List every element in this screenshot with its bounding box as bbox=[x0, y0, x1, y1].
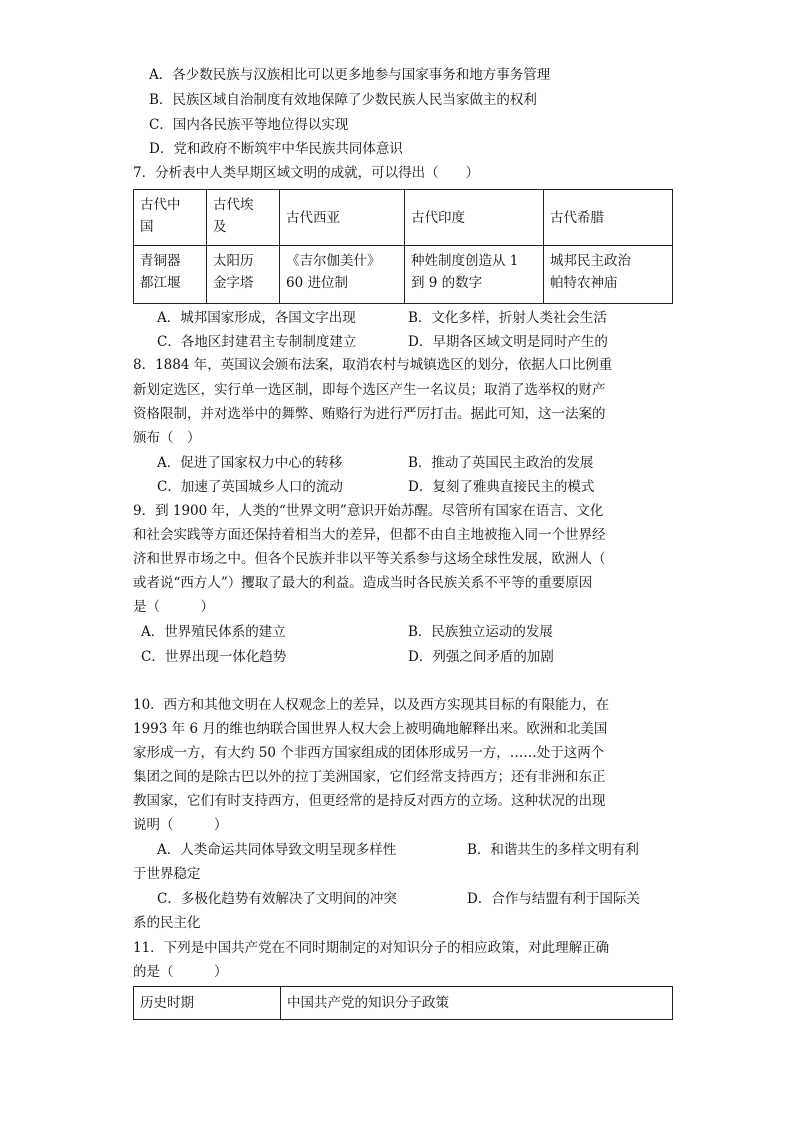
q10-option-c: C．多极化趋势有效解决了文明间的冲突 bbox=[157, 891, 397, 907]
q10-line-6: 说明（ ） bbox=[133, 817, 228, 833]
q11-table bbox=[133, 986, 673, 1020]
q8-line-4: 颁布（ ） bbox=[133, 430, 201, 446]
q7-stem: 7．分析表中人类早期区域文明的成就，可以得出（ ） bbox=[133, 165, 480, 181]
q7-option-c: C．各地区封建君主专制制度建立 bbox=[157, 334, 357, 350]
q7-header-egypt: 古代埃 及 bbox=[207, 190, 280, 246]
q7-option-d: D．早期各区域文明是同时产生的 bbox=[408, 334, 608, 350]
q7-cell-greece: 城邦民主政治 帕特农神庙 bbox=[544, 246, 673, 304]
q10-option-a: A．人类命运共同体导致文明呈现多样性 bbox=[157, 842, 397, 858]
q7-cell-india: 种姓制度创造从 1 到 9 的数字 bbox=[405, 246, 544, 304]
q7-header-india: 古代印度 bbox=[405, 190, 544, 246]
q10-option-d-cont: 系的民主化 bbox=[133, 915, 201, 931]
q6-option-c: C．国内各民族平等地位得以实现 bbox=[149, 117, 349, 133]
q8-line-3: 资格限制，并对选举中的舞弊、贿赂行为进行严厉打击。据此可知，这一法案的 bbox=[133, 406, 606, 422]
q10-option-b-cont: 于世界稳定 bbox=[133, 866, 201, 882]
q10-line-3: 家形成一方，有大约 50 个非西方国家组成的团体形成另一方，……处于这两个 bbox=[133, 745, 605, 761]
q9-option-c: C．世界出现一体化趋势 bbox=[141, 649, 287, 665]
q7-cell-china: 青铜器 都江堰 bbox=[134, 246, 207, 304]
q9-line-1: 9．到 1900 年，人类的“世界文明”意识开始苏醒。尽管所有国家在语言、文化 bbox=[133, 503, 604, 519]
q9-option-d: D．列强之间矛盾的加剧 bbox=[408, 649, 554, 665]
q6-option-a: A．各少数民族与汉族相比可以更多地参与国家事务和地方事务管理 bbox=[149, 67, 551, 83]
q9-option-b: B．民族独立运动的发展 bbox=[408, 624, 553, 640]
q7-header-china: 古代中 国 bbox=[134, 190, 207, 246]
q11-header-policy: 中国共产党的知识分子政策 bbox=[281, 987, 673, 1020]
q7-cell-west-asia: 《吉尔伽美什》 60 进位制 bbox=[280, 246, 405, 304]
q8-option-a: A．促进了国家权力中心的转移 bbox=[157, 455, 343, 471]
q7-option-b: B．文化多样，折射人类社会生活 bbox=[408, 310, 607, 326]
q9-line-4: 或者说“西方人”）攫取了最大的利益。造成当时各民族关系不平等的重要原因 bbox=[133, 575, 593, 591]
q7-cell-egypt: 太阳历 金字塔 bbox=[207, 246, 280, 304]
q9-line-2: 和社会实践等方面还保持着相当大的差异，但都不由自主地被拖入同一个世界经 bbox=[133, 527, 606, 543]
q8-option-d: D．复刻了雅典直接民主的模式 bbox=[408, 479, 595, 495]
q11-header-period: 历史时期 bbox=[134, 987, 281, 1020]
q8-option-c: C．加速了英国城乡人口的流动 bbox=[157, 479, 343, 495]
q6-option-b: B．民族区域自治制度有效地保障了少数民族人民当家做主的权利 bbox=[149, 92, 537, 108]
q9-line-5: 是（ ） bbox=[133, 599, 214, 615]
q6-option-d: D．党和政府不断筑牢中华民族共同体意识 bbox=[149, 141, 403, 157]
q10-line-1: 10．西方和其他文明在人权观念上的差异，以及西方实现其目标的有限能力，在 bbox=[133, 697, 610, 713]
q9-option-a: A．世界殖民体系的建立 bbox=[141, 624, 286, 640]
q7-header-greece: 古代希腊 bbox=[544, 190, 673, 246]
q7-header-west-asia: 古代西亚 bbox=[280, 190, 405, 246]
q7-option-a: A．城邦国家形成，各国文字出现 bbox=[157, 310, 356, 326]
q8-line-1: 8．1884 年，英国议会颁布法案，取消农村与城镇选区的划分，依据人口比例重 bbox=[133, 357, 613, 373]
q10-line-5: 教国家，它们有时支持西方，但更经常的是持反对西方的立场。这种状况的出现 bbox=[133, 793, 606, 809]
q10-option-d: D．合作与结盟有利于国际关 bbox=[467, 891, 640, 907]
q10-line-2: 1993 年 6 月的维也纳联合国世界人权大会上被明确地解释出来。欧洲和北美国 bbox=[133, 721, 608, 737]
q8-option-b: B．推动了英国民主政治的发展 bbox=[408, 455, 594, 471]
q11-line-2: 的是（ ） bbox=[133, 964, 228, 980]
q9-line-3: 济和世界市场之中。但各个民族并非以平等关系参与这场全球性发展，欧洲人（ bbox=[133, 551, 606, 567]
q10-line-4: 集团之间的是除古巴以外的拉丁美洲国家，它们经常支持西方；还有非洲和东正 bbox=[133, 769, 606, 785]
q11-line-1: 11．下列是中国共产党在不同时期制定的对知识分子的相应政策，对此理解正确 bbox=[133, 940, 610, 956]
q10-option-b: B．和谐共生的多样文明有利 bbox=[467, 842, 639, 858]
q8-line-2: 新划定选区，实行单一选区制，即每个选区产生一名议员；取消了选举权的财产 bbox=[133, 382, 606, 398]
q7-table bbox=[133, 189, 673, 304]
